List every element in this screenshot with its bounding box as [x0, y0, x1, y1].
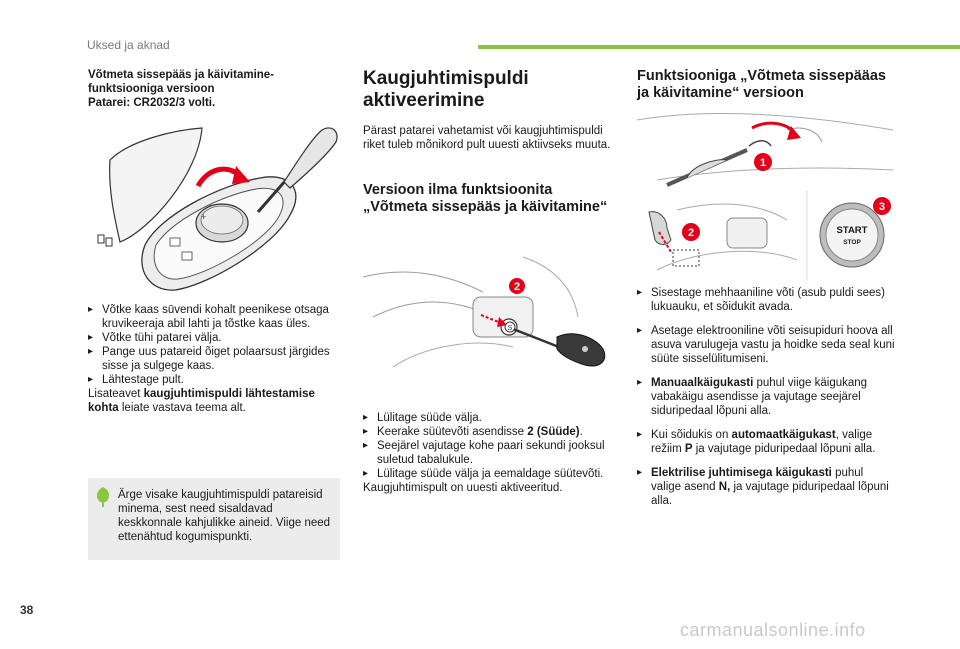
column-keyless [637, 68, 895, 102]
keyless-step-5-bold2: N, [718, 481, 731, 493]
keyless-step-4-bold: automaatkäigukast [731, 429, 836, 441]
activation-step-2-bold: 2 (Süüde) [527, 426, 580, 438]
stop-label: STOP [843, 239, 861, 246]
activation-step-2-suffix: . [579, 426, 583, 438]
keyless-step-5-suffix: ja vajutage piduripedaal lõpuni alla. [651, 481, 889, 507]
keyless-step-1: ▸ Sisestage mehhaaniline võti (asub puldi sees) lukuauku, et sõidukit avada. [637, 286, 895, 314]
battery-steps-list [88, 303, 344, 387]
keyless-step-4-prefix: Kui sõidukis on [651, 429, 732, 441]
keyless-step-2: ▸ Asetage elektrooniline võti seisupiduri hoova all asuva varulugeja vastu ja hoidke seda seal kuni süüte sisselülitumiseni. [637, 324, 895, 366]
keyless-step-3-bold: Manuaalkäigukasti [651, 377, 754, 389]
activation-step-4: ▸ Lülitage süüde välja ja eemaldage süütevõti. [363, 467, 619, 481]
keyless-step-4-bold2: P [684, 443, 693, 455]
no-keyless-subtitle [363, 182, 617, 216]
keyless-step-4 [637, 428, 895, 456]
activation-steps-list [363, 411, 619, 481]
keyless-title-line-1: Funktsiooniga „Võtmeta sissepääas [637, 68, 886, 84]
keyless-step-5-bold: Elektrilise juhtimisega käigukasti [651, 467, 832, 479]
svg-text:+: + [201, 212, 207, 222]
keyless-step-5-middle: puhul valige asend [651, 467, 864, 493]
page-number: 38 [20, 603, 34, 617]
keyless-step-3 [637, 376, 895, 418]
activation-intro: Pärast patarei vahetamist või kaugjuhtimispuldi riket tuleb mõnikord pult uuesti aktiivseks muuta. [363, 125, 611, 151]
reset-reference-bold: kaugjuhtimispuldi lähtestamise kohta [88, 388, 315, 414]
watermark: carmanualsonline.info [680, 620, 866, 640]
keyless-step-4-suffix: ja vajutage piduripedaal lõpuni alla. [692, 443, 876, 455]
battery-step-4: ▸ Lähtestage pult. [88, 373, 344, 387]
activation-title-line-2: aktiveerimine [363, 90, 485, 111]
reset-reference [88, 387, 344, 415]
activation-title-line-1: Kaugjuhtimispuldi [363, 68, 529, 89]
environment-note-box [88, 478, 340, 560]
battery-subtitle-line-1: Võtmeta sissepääs ja käivitamine- [88, 69, 275, 81]
activation-step-1: ▸ Lülitage süüde välja. [363, 411, 619, 425]
start-label: START [836, 225, 868, 236]
keyless-step-4-middle: , valige režiim [651, 429, 873, 455]
environment-leaf-icon [94, 486, 112, 508]
callout-2-reader: 2 [687, 227, 695, 239]
keyless-step-5 [637, 466, 895, 508]
keyless-steps-list [637, 286, 895, 508]
no-keyless-subtitle-line-1: Versioon ilma funktsioonita [363, 182, 553, 198]
battery-step-2: ▸ Võtke tühi patarei välja. [88, 331, 344, 345]
keyless-step-3-rest: puhul viige käigukang vabakäigu asendisse ja vajutage seejärel siduripedaal lõpuni alla. [651, 377, 868, 417]
keyless-title-line-2: ja käivitamine“ versioon [637, 85, 804, 101]
reset-reference-suffix: leiate vastava teema alt. [118, 402, 246, 414]
column-activation [363, 68, 617, 216]
reset-reference-prefix: Lisateavet [88, 388, 144, 400]
header-accent-bar [478, 45, 960, 49]
environment-note-text: Ärge visake kaugjuhtimispuldi patareisid minema, sest need sisaldavad keskkonnale kahjulikke aineid. Viige need ettenähtud kogumispunkti. [118, 489, 331, 543]
no-keyless-subtitle-line-2: „Võtmeta sissepääs ja käivitamine“ [363, 199, 608, 215]
console-reader-illustration [637, 190, 893, 280]
battery-step-1: ▸ Võtke kaas sūvendi kohalt peenikese otsaga kruvikeeraja abil lahti ja tõstke kaas üles. [88, 303, 344, 331]
activation-step-2 [363, 425, 619, 439]
callout-s-ignition: S [507, 325, 513, 332]
door-lock-illustration [637, 110, 893, 190]
keyless-title [637, 68, 895, 102]
battery-subtitle-line-3: Patarei: CR2032/3 volti. [88, 97, 216, 109]
callout-2-ignition: 2 [513, 281, 521, 293]
activation-title [363, 68, 617, 112]
column-battery [88, 68, 342, 110]
key-battery-illustration [90, 120, 342, 295]
activation-step-2-prefix: Keerake süütevõti asendisse [377, 426, 528, 438]
callout-3-start: 3 [878, 201, 886, 213]
battery-step-3: ▸ Pange uus patareid õiget polaarsust järgides sisse ja sulgege kaas. [88, 345, 344, 373]
section-title: Uksed ja aknad [87, 38, 170, 52]
activation-closing: Kaugjuhtimispult on uuesti aktiveeritud. [363, 482, 563, 494]
callout-1-door: 1 [759, 157, 767, 169]
ignition-key-illustration [363, 237, 613, 402]
activation-step-3: ▸ Seejärel vajutage kohe paari sekundi jooksul suletud tabalukule. [363, 439, 619, 467]
battery-subtitle-line-2: funktsiooniga versioon [88, 83, 215, 95]
